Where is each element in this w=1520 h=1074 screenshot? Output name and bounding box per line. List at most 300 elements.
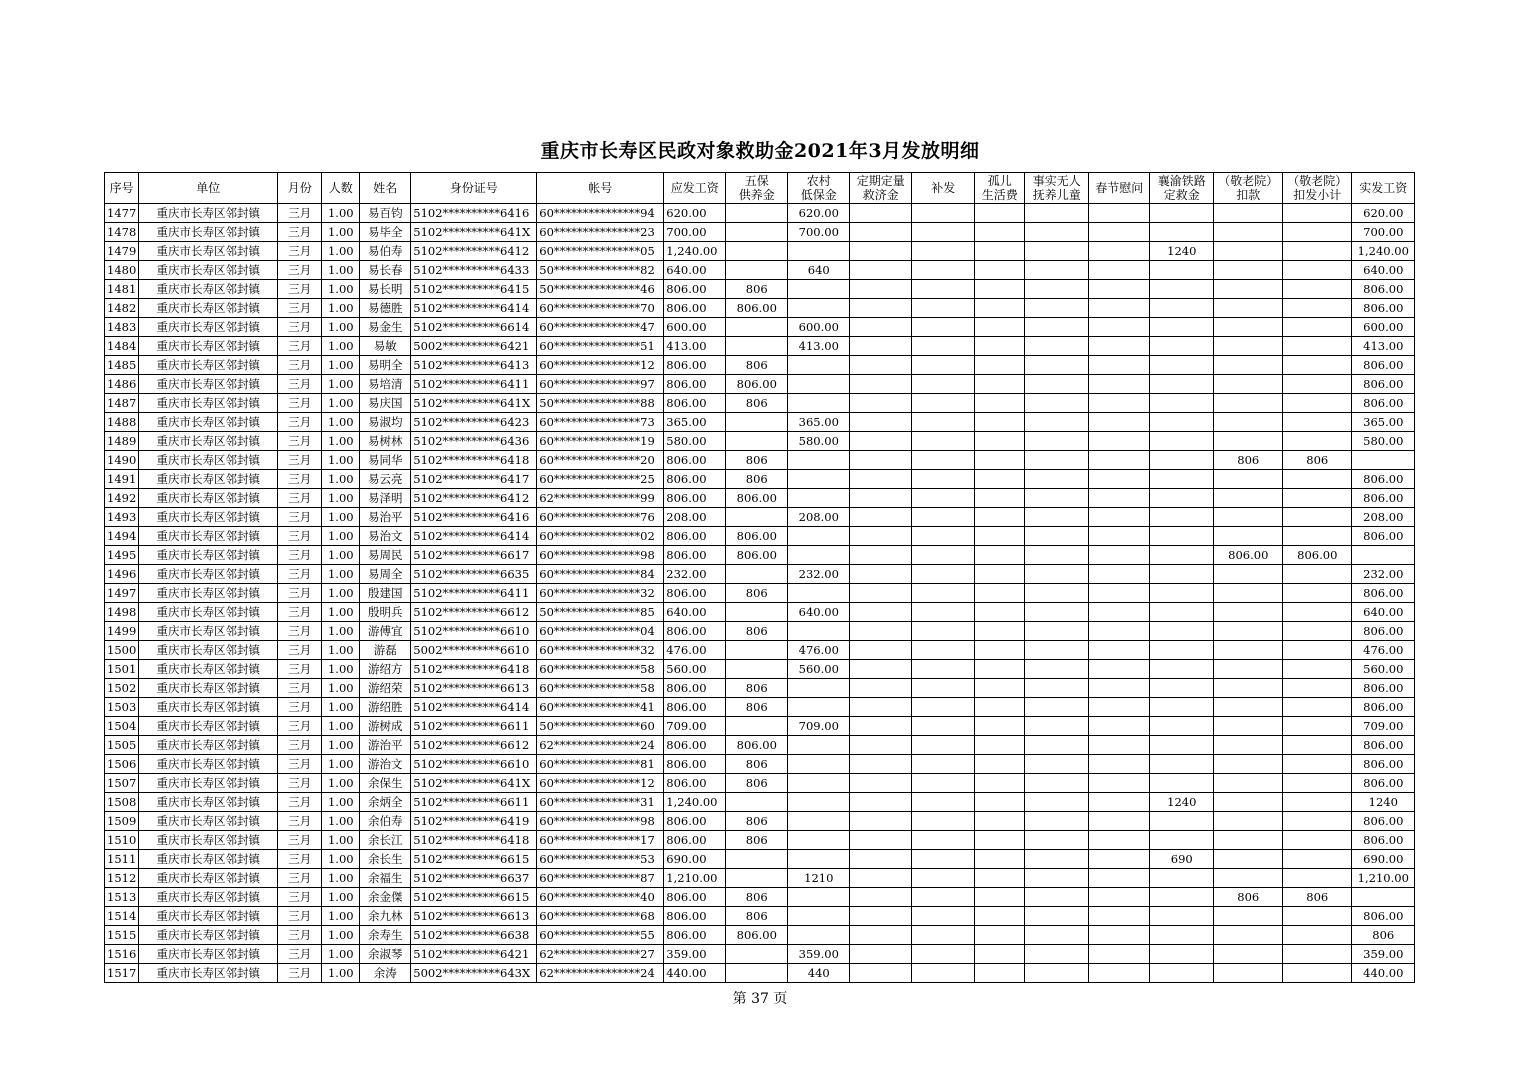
table-cell	[1089, 603, 1150, 622]
table-cell: 5102**********6419	[411, 812, 537, 831]
column-header: 孤儿 生活费	[975, 173, 1025, 204]
table-cell	[788, 812, 850, 831]
table-cell: 5102**********6412	[411, 489, 537, 508]
table-cell	[1025, 470, 1089, 489]
table-cell	[1150, 432, 1214, 451]
table-cell	[850, 508, 912, 527]
table-cell	[1214, 299, 1283, 318]
table-cell: 重庆市长寿区邻封镇	[139, 850, 278, 869]
table-cell	[1025, 204, 1089, 223]
table-cell	[1214, 698, 1283, 717]
table-cell: 1.00	[322, 223, 360, 242]
column-header: 序号	[105, 173, 139, 204]
table-cell: 60***************32	[537, 584, 664, 603]
table-cell	[1150, 223, 1214, 242]
table-cell	[726, 223, 788, 242]
table-cell	[1214, 527, 1283, 546]
table-cell: 208.00	[1352, 508, 1415, 527]
table-cell	[912, 375, 975, 394]
table-cell: 806	[726, 907, 788, 926]
table-cell: 1.00	[322, 831, 360, 850]
table-cell: 620.00	[788, 204, 850, 223]
table-cell	[1283, 413, 1352, 432]
table-cell: 5102**********6611	[411, 717, 537, 736]
table-cell	[912, 299, 975, 318]
table-cell	[1150, 470, 1214, 489]
table-cell	[1150, 888, 1214, 907]
table-cell: 三月	[278, 204, 322, 223]
table-cell	[850, 527, 912, 546]
table-cell	[1089, 261, 1150, 280]
table-cell: 806.00	[664, 926, 726, 945]
table-cell: 60***************97	[537, 375, 664, 394]
table-cell: 709.00	[1352, 717, 1415, 736]
table-cell	[1150, 679, 1214, 698]
table-cell: 806.00	[1352, 527, 1415, 546]
table-cell	[975, 945, 1025, 964]
table-cell: 5102**********641X	[411, 394, 537, 413]
table-cell: 1.00	[322, 261, 360, 280]
table-cell	[912, 204, 975, 223]
table-cell	[975, 375, 1025, 394]
table-cell	[850, 375, 912, 394]
table-cell: 1501	[105, 660, 139, 679]
table-cell	[1025, 964, 1089, 983]
table-cell	[912, 907, 975, 926]
table-cell	[1025, 546, 1089, 565]
table-cell: 5102**********6613	[411, 907, 537, 926]
table-cell: 690.00	[664, 850, 726, 869]
table-cell	[1214, 337, 1283, 356]
table-cell: 806.00	[664, 584, 726, 603]
table-cell	[1283, 394, 1352, 413]
table-cell	[1150, 280, 1214, 299]
table-cell	[1283, 869, 1352, 888]
table-cell: 60***************55	[537, 926, 664, 945]
table-cell	[1089, 470, 1150, 489]
table-cell	[850, 831, 912, 850]
table-cell	[1025, 793, 1089, 812]
table-cell	[1283, 356, 1352, 375]
table-cell: 60***************76	[537, 508, 664, 527]
table-cell	[1089, 679, 1150, 698]
table-cell	[788, 489, 850, 508]
table-cell: 易百钧	[360, 204, 411, 223]
table-cell	[1214, 964, 1283, 983]
table-cell	[1283, 299, 1352, 318]
table-cell	[975, 318, 1025, 337]
table-cell: 1.00	[322, 299, 360, 318]
table-cell	[1150, 736, 1214, 755]
page-number: 第 37 页	[732, 991, 788, 1007]
table-row	[105, 394, 1415, 413]
column-header: 定期定量 救济金	[850, 173, 912, 204]
table-cell: 1.00	[322, 356, 360, 375]
table-cell	[850, 546, 912, 565]
table-cell	[1283, 812, 1352, 831]
table-cell	[1089, 489, 1150, 508]
table-cell	[975, 242, 1025, 261]
table-cell	[912, 337, 975, 356]
table-cell: 60***************87	[537, 869, 664, 888]
table-cell: 232.00	[788, 565, 850, 584]
table-cell: 三月	[278, 527, 322, 546]
table-cell: 806.00	[664, 451, 726, 470]
table-cell: 60***************84	[537, 565, 664, 584]
table-cell: 易明全	[360, 356, 411, 375]
table-cell	[788, 831, 850, 850]
table-row	[105, 850, 1415, 869]
table-cell	[1089, 926, 1150, 945]
table-cell	[912, 470, 975, 489]
table-cell: 806.00	[664, 280, 726, 299]
table-cell	[1283, 660, 1352, 679]
table-cell: 重庆市长寿区邻封镇	[139, 698, 278, 717]
table-cell	[1025, 261, 1089, 280]
table-cell: 806	[1283, 888, 1352, 907]
table-cell: 60***************58	[537, 679, 664, 698]
table-cell	[912, 755, 975, 774]
table-cell: 1.00	[322, 964, 360, 983]
table-row	[105, 907, 1415, 926]
table-cell: 232.00	[1352, 565, 1415, 584]
table-cell	[1150, 375, 1214, 394]
table-cell: 三月	[278, 375, 322, 394]
table-cell	[1089, 565, 1150, 584]
table-cell: 1.00	[322, 869, 360, 888]
table-cell	[1025, 774, 1089, 793]
table-cell: 1.00	[322, 793, 360, 812]
table-row	[105, 641, 1415, 660]
table-cell: 1.00	[322, 280, 360, 299]
table-cell	[1150, 869, 1214, 888]
table-cell: 806	[1214, 888, 1283, 907]
table-cell	[912, 451, 975, 470]
table-cell	[1214, 622, 1283, 641]
table-cell: 易金生	[360, 318, 411, 337]
table-cell	[1150, 261, 1214, 280]
column-header: （敬老院） 扣发小计	[1283, 173, 1352, 204]
table-row	[105, 375, 1415, 394]
table-cell	[1025, 755, 1089, 774]
table-cell	[850, 413, 912, 432]
table-cell	[1283, 223, 1352, 242]
table-cell: 806.00	[1352, 622, 1415, 641]
table-cell: 1.00	[322, 736, 360, 755]
table-cell	[912, 641, 975, 660]
table-cell	[1089, 299, 1150, 318]
table-cell	[1283, 375, 1352, 394]
table-cell	[975, 641, 1025, 660]
table-cell: 1494	[105, 527, 139, 546]
table-cell: 1484	[105, 337, 139, 356]
table-cell	[726, 318, 788, 337]
table-cell: 重庆市长寿区邻封镇	[139, 527, 278, 546]
table-cell: 806.00	[1214, 546, 1283, 565]
table-cell	[1150, 774, 1214, 793]
table-cell: 三月	[278, 641, 322, 660]
table-cell	[1025, 584, 1089, 603]
table-cell	[1214, 413, 1283, 432]
table-cell	[1150, 546, 1214, 565]
table-cell: 重庆市长寿区邻封镇	[139, 964, 278, 983]
table-cell	[1150, 964, 1214, 983]
table-cell: 50***************82	[537, 261, 664, 280]
table-cell	[1214, 432, 1283, 451]
table-cell: 50***************46	[537, 280, 664, 299]
table-cell: 5102**********6421	[411, 945, 537, 964]
table-cell: 806.00	[726, 736, 788, 755]
table-cell	[1150, 926, 1214, 945]
table-cell	[850, 945, 912, 964]
table-cell: 5102**********6635	[411, 565, 537, 584]
table-cell: 806.00	[664, 888, 726, 907]
table-cell: 1.00	[322, 432, 360, 451]
table-cell	[1025, 527, 1089, 546]
table-cell	[1283, 489, 1352, 508]
table-cell	[975, 299, 1025, 318]
table-cell	[850, 850, 912, 869]
table-cell: 三月	[278, 679, 322, 698]
table-cell	[1283, 565, 1352, 584]
table-cell: 1.00	[322, 888, 360, 907]
table-cell	[975, 926, 1025, 945]
table-cell: 806.00	[1352, 470, 1415, 489]
table-cell: 60***************12	[537, 356, 664, 375]
table-cell: 易树林	[360, 432, 411, 451]
table-cell: 690.00	[1352, 850, 1415, 869]
table-cell	[726, 717, 788, 736]
table-cell	[912, 603, 975, 622]
table-cell: 60***************51	[537, 337, 664, 356]
table-cell	[850, 869, 912, 888]
table-cell	[1214, 945, 1283, 964]
table-cell: 50***************85	[537, 603, 664, 622]
table-cell: 806	[726, 888, 788, 907]
table-cell: 580.00	[1352, 432, 1415, 451]
table-cell: 806.00	[1352, 394, 1415, 413]
table-cell: 1.00	[322, 698, 360, 717]
table-cell: 1512	[105, 869, 139, 888]
table-cell	[1089, 375, 1150, 394]
table-cell: 重庆市长寿区邻封镇	[139, 318, 278, 337]
table-cell: 806.00	[664, 394, 726, 413]
table-cell: 60***************53	[537, 850, 664, 869]
table-cell: 806	[1352, 926, 1415, 945]
table-header-row	[105, 173, 1415, 204]
table-cell: 50***************88	[537, 394, 664, 413]
table-cell: 60***************19	[537, 432, 664, 451]
table-cell: 806	[726, 679, 788, 698]
table-cell	[1214, 242, 1283, 261]
table-cell: 三月	[278, 945, 322, 964]
table-cell: 1510	[105, 831, 139, 850]
column-header: 春节慰问	[1089, 173, 1150, 204]
table-cell	[912, 660, 975, 679]
column-header: 月份	[278, 173, 322, 204]
table-cell	[1150, 945, 1214, 964]
table-cell	[1352, 888, 1415, 907]
table-cell: 游傅宜	[360, 622, 411, 641]
table-cell: 1.00	[322, 812, 360, 831]
table-cell: 易云亮	[360, 470, 411, 489]
table-cell	[1089, 584, 1150, 603]
table-cell: 易敏	[360, 337, 411, 356]
table-cell: 208.00	[664, 508, 726, 527]
table-cell	[850, 432, 912, 451]
table-cell: 5102**********6418	[411, 831, 537, 850]
table-cell: 1.00	[322, 850, 360, 869]
table-cell: 359.00	[1352, 945, 1415, 964]
table-cell	[912, 546, 975, 565]
table-cell: 5102**********6412	[411, 242, 537, 261]
table-cell: 重庆市长寿区邻封镇	[139, 375, 278, 394]
table-cell: 重庆市长寿区邻封镇	[139, 793, 278, 812]
table-cell: 806.00	[1352, 774, 1415, 793]
table-cell	[912, 432, 975, 451]
table-cell	[1150, 717, 1214, 736]
table-cell	[1089, 318, 1150, 337]
table-cell: 重庆市长寿区邻封镇	[139, 869, 278, 888]
table-cell: 1513	[105, 888, 139, 907]
table-cell: 1497	[105, 584, 139, 603]
table-cell: 60***************73	[537, 413, 664, 432]
table-cell: 60***************58	[537, 660, 664, 679]
table-cell: 易长明	[360, 280, 411, 299]
table-cell: 余金傑	[360, 888, 411, 907]
table-cell: 三月	[278, 736, 322, 755]
table-cell: 413.00	[1352, 337, 1415, 356]
table-cell: 三月	[278, 793, 322, 812]
table-cell: 5102**********6418	[411, 660, 537, 679]
table-cell	[1025, 831, 1089, 850]
table-cell: 重庆市长寿区邻封镇	[139, 831, 278, 850]
table-cell: 1486	[105, 375, 139, 394]
table-cell	[1025, 945, 1089, 964]
table-cell	[850, 641, 912, 660]
table-cell	[912, 356, 975, 375]
table-cell	[1214, 470, 1283, 489]
table-cell: 5102**********6414	[411, 299, 537, 318]
table-row	[105, 318, 1415, 337]
table-cell: 5102**********641X	[411, 223, 537, 242]
table-cell	[1089, 280, 1150, 299]
table-cell: 62***************24	[537, 736, 664, 755]
table-cell: 三月	[278, 850, 322, 869]
table-row	[105, 204, 1415, 223]
table-cell: 60***************68	[537, 907, 664, 926]
table-cell: 1485	[105, 356, 139, 375]
table-cell	[1089, 413, 1150, 432]
table-cell	[1283, 603, 1352, 622]
table-cell	[975, 793, 1025, 812]
table-cell	[1150, 299, 1214, 318]
column-header: 单位	[139, 173, 278, 204]
table-cell: 806.00	[1352, 698, 1415, 717]
table-cell	[1089, 717, 1150, 736]
table-cell: 重庆市长寿区邻封镇	[139, 888, 278, 907]
table-cell: 1481	[105, 280, 139, 299]
table-cell: 1499	[105, 622, 139, 641]
table-row	[105, 280, 1415, 299]
table-cell	[1150, 907, 1214, 926]
table-cell: 806.00	[664, 679, 726, 698]
table-cell	[1214, 584, 1283, 603]
table-cell: 三月	[278, 470, 322, 489]
table-cell	[726, 660, 788, 679]
table-cell: 359.00	[664, 945, 726, 964]
table-cell	[788, 736, 850, 755]
table-cell: 游磊	[360, 641, 411, 660]
table-cell	[726, 964, 788, 983]
table-cell: 三月	[278, 584, 322, 603]
table-cell	[1283, 508, 1352, 527]
table-cell: 1.00	[322, 755, 360, 774]
table-cell: 640	[788, 261, 850, 280]
table-cell: 三月	[278, 318, 322, 337]
table-cell	[788, 850, 850, 869]
table-cell	[850, 394, 912, 413]
table-cell	[850, 755, 912, 774]
table-cell: 重庆市长寿区邻封镇	[139, 717, 278, 736]
table-cell	[1214, 850, 1283, 869]
table-cell: 三月	[278, 432, 322, 451]
table-cell: 5102**********6612	[411, 603, 537, 622]
table-cell: 1.00	[322, 470, 360, 489]
table-cell: 60***************25	[537, 470, 664, 489]
table-row	[105, 489, 1415, 508]
table-cell	[975, 413, 1025, 432]
table-cell: 1514	[105, 907, 139, 926]
table-cell: 560.00	[1352, 660, 1415, 679]
table-cell: 600.00	[1352, 318, 1415, 337]
table-cell	[975, 470, 1025, 489]
table-cell	[850, 812, 912, 831]
table-cell	[975, 356, 1025, 375]
table-row	[105, 945, 1415, 964]
table-cell: 三月	[278, 413, 322, 432]
table-cell	[1214, 660, 1283, 679]
table-cell: 1492	[105, 489, 139, 508]
table-cell: 709.00	[664, 717, 726, 736]
table-cell: 60***************47	[537, 318, 664, 337]
table-cell	[788, 584, 850, 603]
table-cell: 游树成	[360, 717, 411, 736]
table-cell	[1089, 337, 1150, 356]
table-cell: 三月	[278, 489, 322, 508]
table-cell: 1488	[105, 413, 139, 432]
table-cell: 806.00	[664, 546, 726, 565]
table-cell	[975, 869, 1025, 888]
table-row	[105, 337, 1415, 356]
table-row	[105, 584, 1415, 603]
table-cell	[1025, 565, 1089, 584]
table-cell	[1150, 755, 1214, 774]
table-cell	[1283, 318, 1352, 337]
table-cell: 5102**********6613	[411, 679, 537, 698]
table-cell: 易伯寿	[360, 242, 411, 261]
table-cell	[726, 337, 788, 356]
table-row	[105, 470, 1415, 489]
table-cell	[1025, 869, 1089, 888]
table-cell: 游绍方	[360, 660, 411, 679]
table-cell	[1089, 223, 1150, 242]
table-cell: 440.00	[664, 964, 726, 983]
table-cell	[1150, 812, 1214, 831]
table-cell: 易长春	[360, 261, 411, 280]
table-cell: 806	[726, 755, 788, 774]
table-row	[105, 622, 1415, 641]
